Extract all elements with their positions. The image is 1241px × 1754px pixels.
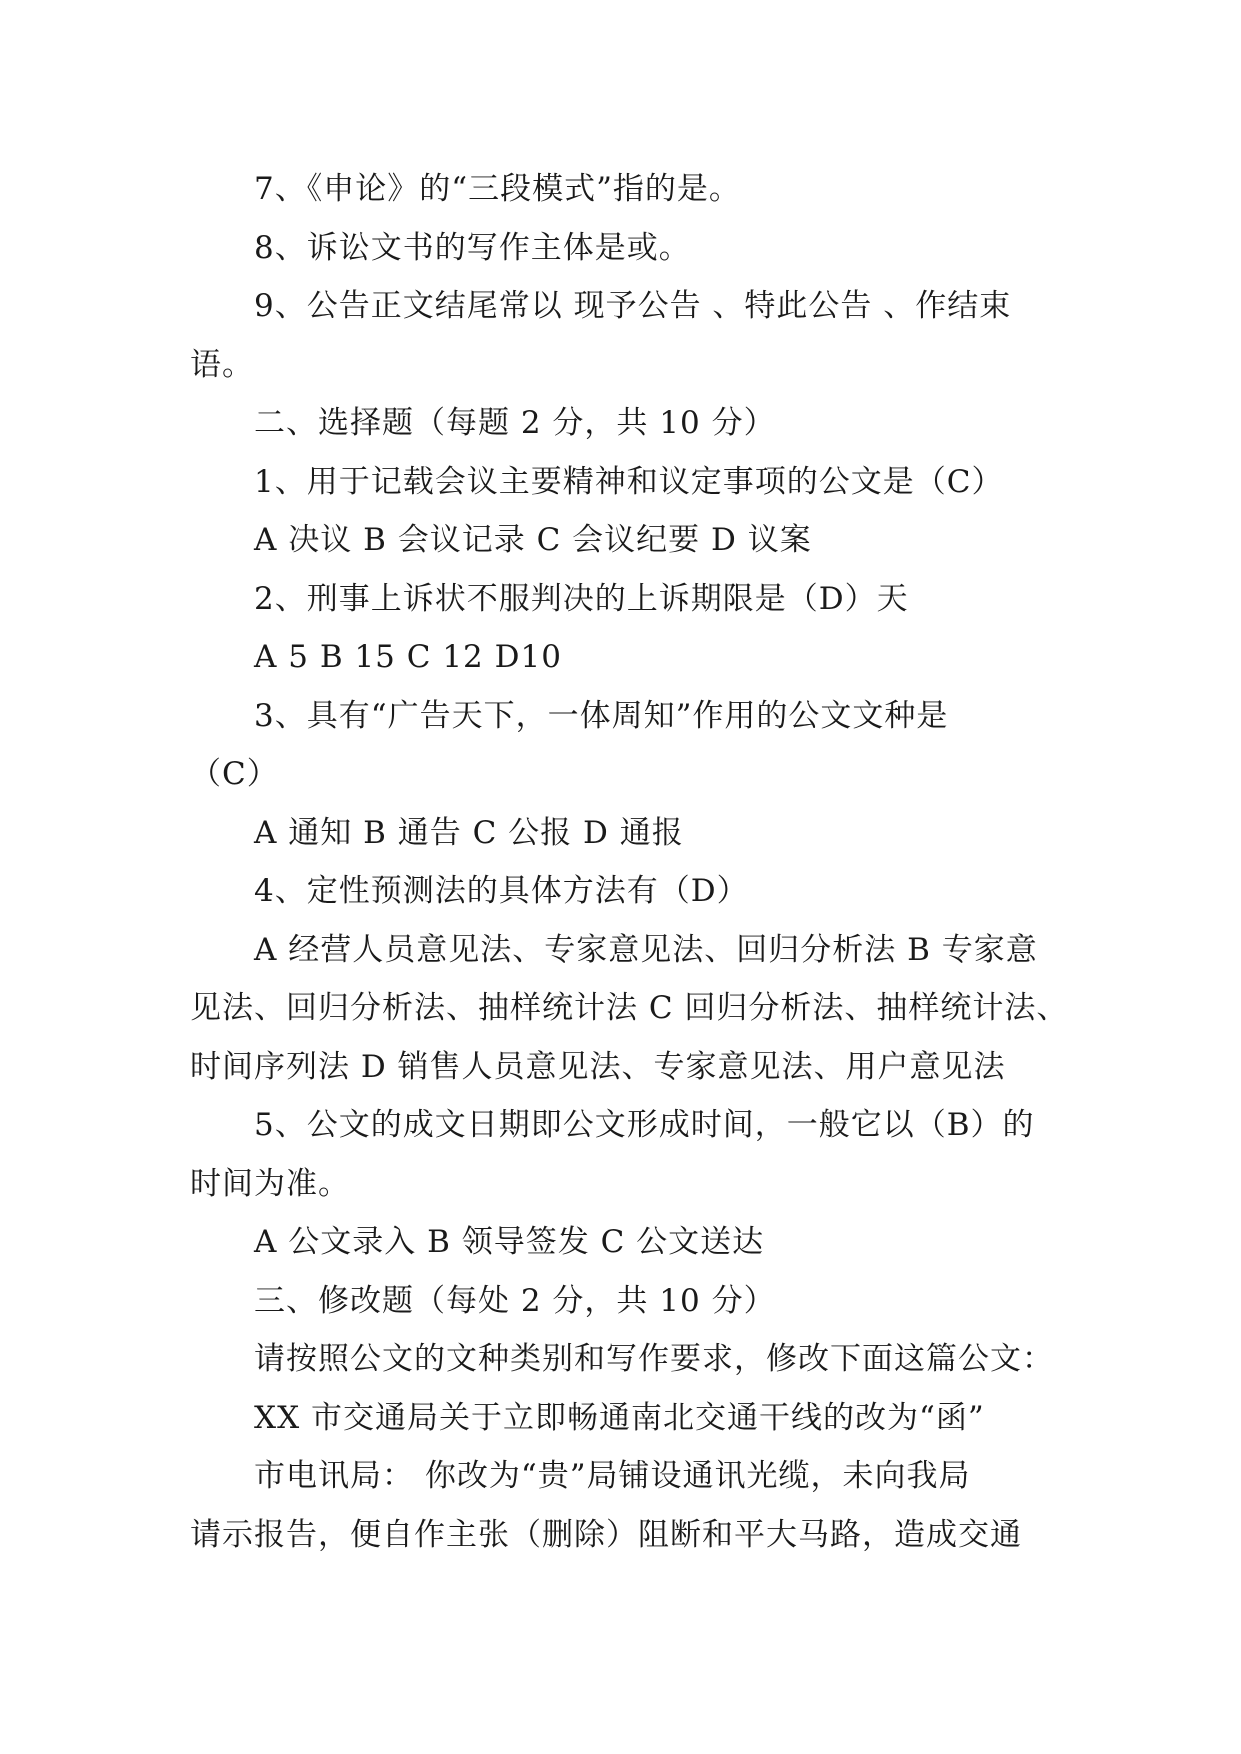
choice-question-2: 2、刑事上诉状不服判决的上诉期限是（D）天 — [254, 580, 909, 617]
revision-instruction: 请按照公文的文种类别和写作要求，修改下面这篇公文： — [254, 1341, 1054, 1377]
section-2-heading: 二、选择题（每题 2 分，共 10 分） — [254, 405, 776, 441]
choice-options-1: A 决议 B 会议记录 C 会议纪要 D 议案 — [254, 522, 812, 558]
choice-question-3: 3、具有“广告天下，一体周知”作用的公文文种是 — [254, 697, 949, 734]
question-9-line: 9、公告正文结尾常以 现予公告 、特此公告 、作结束 — [254, 288, 1012, 324]
choice-question-5: 5、公文的成文日期即公文形成时间，一般它以（B）的 — [254, 1107, 1035, 1143]
choice-options-3: A 通知 B 通告 C 公报 D 通报 — [254, 814, 684, 851]
choice-question-5-continuation: 时间为准。 — [190, 1165, 350, 1202]
choice-question-4: 4、定性预测法的具体方法有（D） — [254, 873, 749, 909]
choice-options-2: A 5 B 15 C 12 D10 — [254, 639, 562, 675]
revision-body-line-1: 市电讯局： 你改为“贵”局铺设通讯光缆，未向我局 — [254, 1458, 971, 1494]
question-9-continuation: 语。 — [190, 346, 254, 383]
section-3-heading: 三、修改题（每处 2 分，共 10 分） — [254, 1282, 776, 1319]
revision-title-line: XX 市交通局关于立即畅通南北交通干线的改为“函” — [254, 1399, 985, 1436]
revision-body-line-2: 请示报告，便自作主张（删除）阻断和平大马路，造成交通 — [190, 1516, 1022, 1553]
choice-options-4-line-2: 见法、回归分析法、抽样统计法 C 回归分析法、抽样统计法、 — [190, 990, 1069, 1026]
choice-options-4-line-3: 时间序列法 D 销售人员意见法、专家意见法、用户意见法 — [190, 1048, 1006, 1085]
choice-question-1: 1、用于记载会议主要精神和议定事项的公文是（C） — [254, 463, 1004, 500]
document-body — [190, 160, 1069, 1564]
choice-question-3-answer: （C） — [190, 756, 279, 792]
choice-options-5: A 公文录入 B 领导签发 C 公文送达 — [254, 1224, 765, 1260]
question-7-line: 7、《申论》的“三段模式”指的是。 — [254, 171, 741, 207]
choice-options-4-line-1: A 经营人员意见法、专家意见法、回归分析法 B 专家意 — [254, 931, 1038, 968]
question-8-line: 8、诉讼文书的写作主体是或。 — [254, 229, 691, 266]
